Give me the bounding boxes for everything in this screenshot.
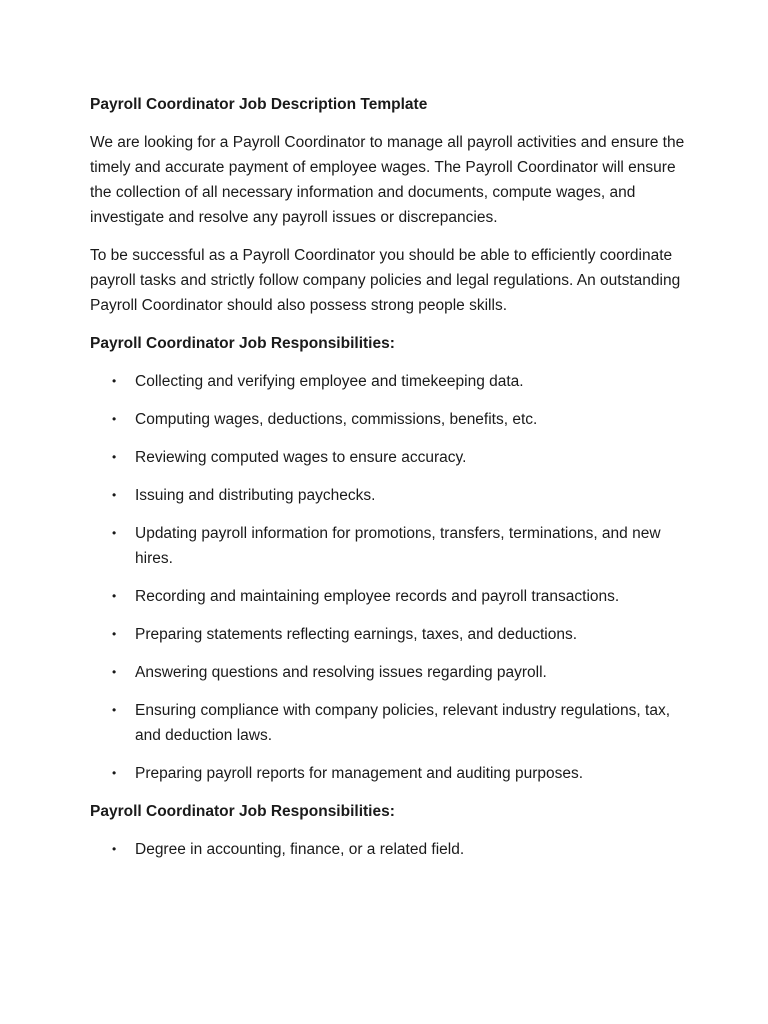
list-item bbox=[90, 445, 690, 470]
bullet-icon: • bbox=[112, 450, 117, 464]
list-item-text: Issuing and distributing paychecks. bbox=[135, 487, 376, 504]
document-page bbox=[90, 92, 690, 875]
list-item bbox=[90, 369, 690, 394]
document-title: Payroll Coordinator Job Description Template bbox=[90, 96, 428, 113]
list-item bbox=[90, 761, 690, 786]
list-item-text: Recording and maintaining employee records and payroll transactions. bbox=[135, 588, 620, 605]
list-item-text: Ensuring compliance with company policies, relevant industry regulations, tax, and deduction laws. bbox=[135, 702, 671, 744]
list-item bbox=[90, 584, 690, 609]
list-item bbox=[90, 483, 690, 508]
list-item bbox=[90, 407, 690, 432]
intro-paragraph: We are looking for a Payroll Coordinator to manage all payroll activities and ensure the timely and accurate payment of employee wages. The Payroll Coordinator will ensure the collection of all necessary information and documents, compute wages, and investigate and resolve any payroll issues or discrepancies. bbox=[90, 134, 685, 226]
responsibilities-heading: Payroll Coordinator Job Responsibilities: bbox=[90, 335, 395, 352]
bullet-icon: • bbox=[112, 627, 117, 641]
list-item-text: Answering questions and resolving issues regarding payroll. bbox=[135, 664, 547, 681]
list-item-text: Computing wages, deductions, commissions, benefits, etc. bbox=[135, 411, 538, 428]
success-paragraph: To be successful as a Payroll Coordinator you should be able to efficiently coordinate payroll tasks and strictly follow company policies and legal regulations. An outstanding Payroll Coordinator should also possess strong people skills. bbox=[90, 247, 681, 314]
bullet-icon: • bbox=[112, 703, 117, 717]
bullet-icon: • bbox=[112, 665, 117, 679]
list-item bbox=[90, 698, 690, 748]
list-item bbox=[90, 837, 690, 862]
bullet-icon: • bbox=[112, 374, 117, 388]
list-item-text: Collecting and verifying employee and timekeeping data. bbox=[135, 373, 524, 390]
list-item bbox=[90, 622, 690, 647]
list-item-text: Degree in accounting, finance, or a related field. bbox=[135, 841, 465, 858]
list-item-text: Preparing statements reflecting earnings, taxes, and deductions. bbox=[135, 626, 578, 643]
list-item-text: Reviewing computed wages to ensure accuracy. bbox=[135, 449, 467, 466]
bullet-icon: • bbox=[112, 842, 117, 856]
requirements-heading: Payroll Coordinator Job Responsibilities: bbox=[90, 803, 395, 820]
bullet-icon: • bbox=[112, 589, 117, 603]
list-item-text: Updating payroll information for promotions, transfers, terminations, and new hires. bbox=[135, 525, 661, 567]
responsibilities-list bbox=[90, 369, 690, 786]
bullet-icon: • bbox=[112, 766, 117, 780]
bullet-icon: • bbox=[112, 526, 117, 540]
bullet-icon: • bbox=[112, 412, 117, 426]
requirements-list bbox=[90, 837, 690, 862]
list-item bbox=[90, 521, 690, 571]
bullet-icon: • bbox=[112, 488, 117, 502]
list-item-text: Preparing payroll reports for management and auditing purposes. bbox=[135, 765, 584, 782]
list-item bbox=[90, 660, 690, 685]
